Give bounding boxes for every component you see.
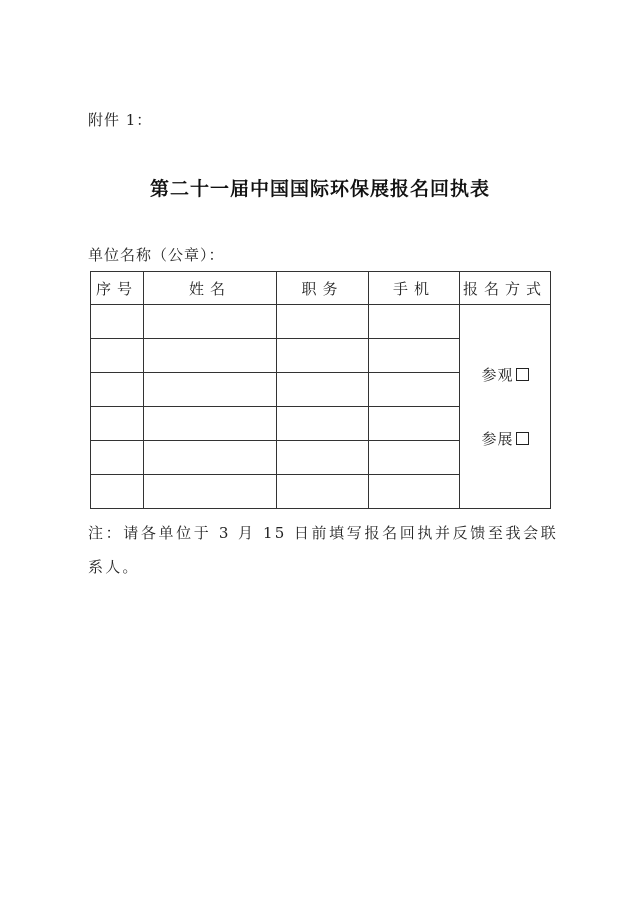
cell-position[interactable] — [277, 373, 369, 407]
table-row — [91, 305, 551, 339]
cell-name[interactable] — [144, 373, 277, 407]
cell-name[interactable] — [144, 305, 277, 339]
cell-phone[interactable] — [369, 373, 460, 407]
option-visit-label: 参观 — [481, 365, 514, 384]
cell-index[interactable] — [91, 475, 144, 509]
registration-table — [90, 271, 551, 509]
checkbox-icon[interactable] — [516, 368, 529, 381]
option-visit[interactable] — [460, 365, 550, 385]
cell-position[interactable] — [277, 441, 369, 475]
page-title: 第二十一届中国国际环保展报名回执表 — [149, 178, 490, 200]
cell-index[interactable] — [91, 407, 144, 441]
cell-phone[interactable] — [369, 339, 460, 373]
option-exhibit-label: 参展 — [481, 429, 514, 448]
method-cell — [460, 305, 551, 509]
header-method: 报名方式 — [460, 272, 551, 305]
cell-name[interactable] — [144, 407, 277, 441]
table-header-row — [91, 272, 551, 305]
header-position: 职务 — [277, 272, 369, 305]
cell-name[interactable] — [144, 475, 277, 509]
footnote: 注：请各单位于 3 月 15 日前填写报名回执并反馈至我会联系人。 — [88, 524, 558, 576]
cell-phone[interactable] — [369, 407, 460, 441]
cell-position[interactable] — [277, 475, 369, 509]
header-phone: 手机 — [369, 272, 460, 305]
cell-index[interactable] — [91, 339, 144, 373]
cell-position[interactable] — [277, 339, 369, 373]
header-index: 序号 — [91, 272, 144, 305]
cell-position[interactable] — [277, 305, 369, 339]
cell-phone[interactable] — [369, 441, 460, 475]
cell-name[interactable] — [144, 441, 277, 475]
cell-index[interactable] — [91, 373, 144, 407]
unit-name-label: 单位名称（公章）： — [88, 246, 225, 264]
cell-phone[interactable] — [369, 305, 460, 339]
header-name: 姓名 — [144, 272, 277, 305]
option-exhibit[interactable] — [460, 429, 550, 449]
checkbox-icon[interactable] — [516, 432, 529, 445]
attachment-label: 附件 1： — [88, 111, 153, 129]
cell-index[interactable] — [91, 305, 144, 339]
cell-index[interactable] — [91, 441, 144, 475]
cell-position[interactable] — [277, 407, 369, 441]
cell-name[interactable] — [144, 339, 277, 373]
cell-phone[interactable] — [369, 475, 460, 509]
